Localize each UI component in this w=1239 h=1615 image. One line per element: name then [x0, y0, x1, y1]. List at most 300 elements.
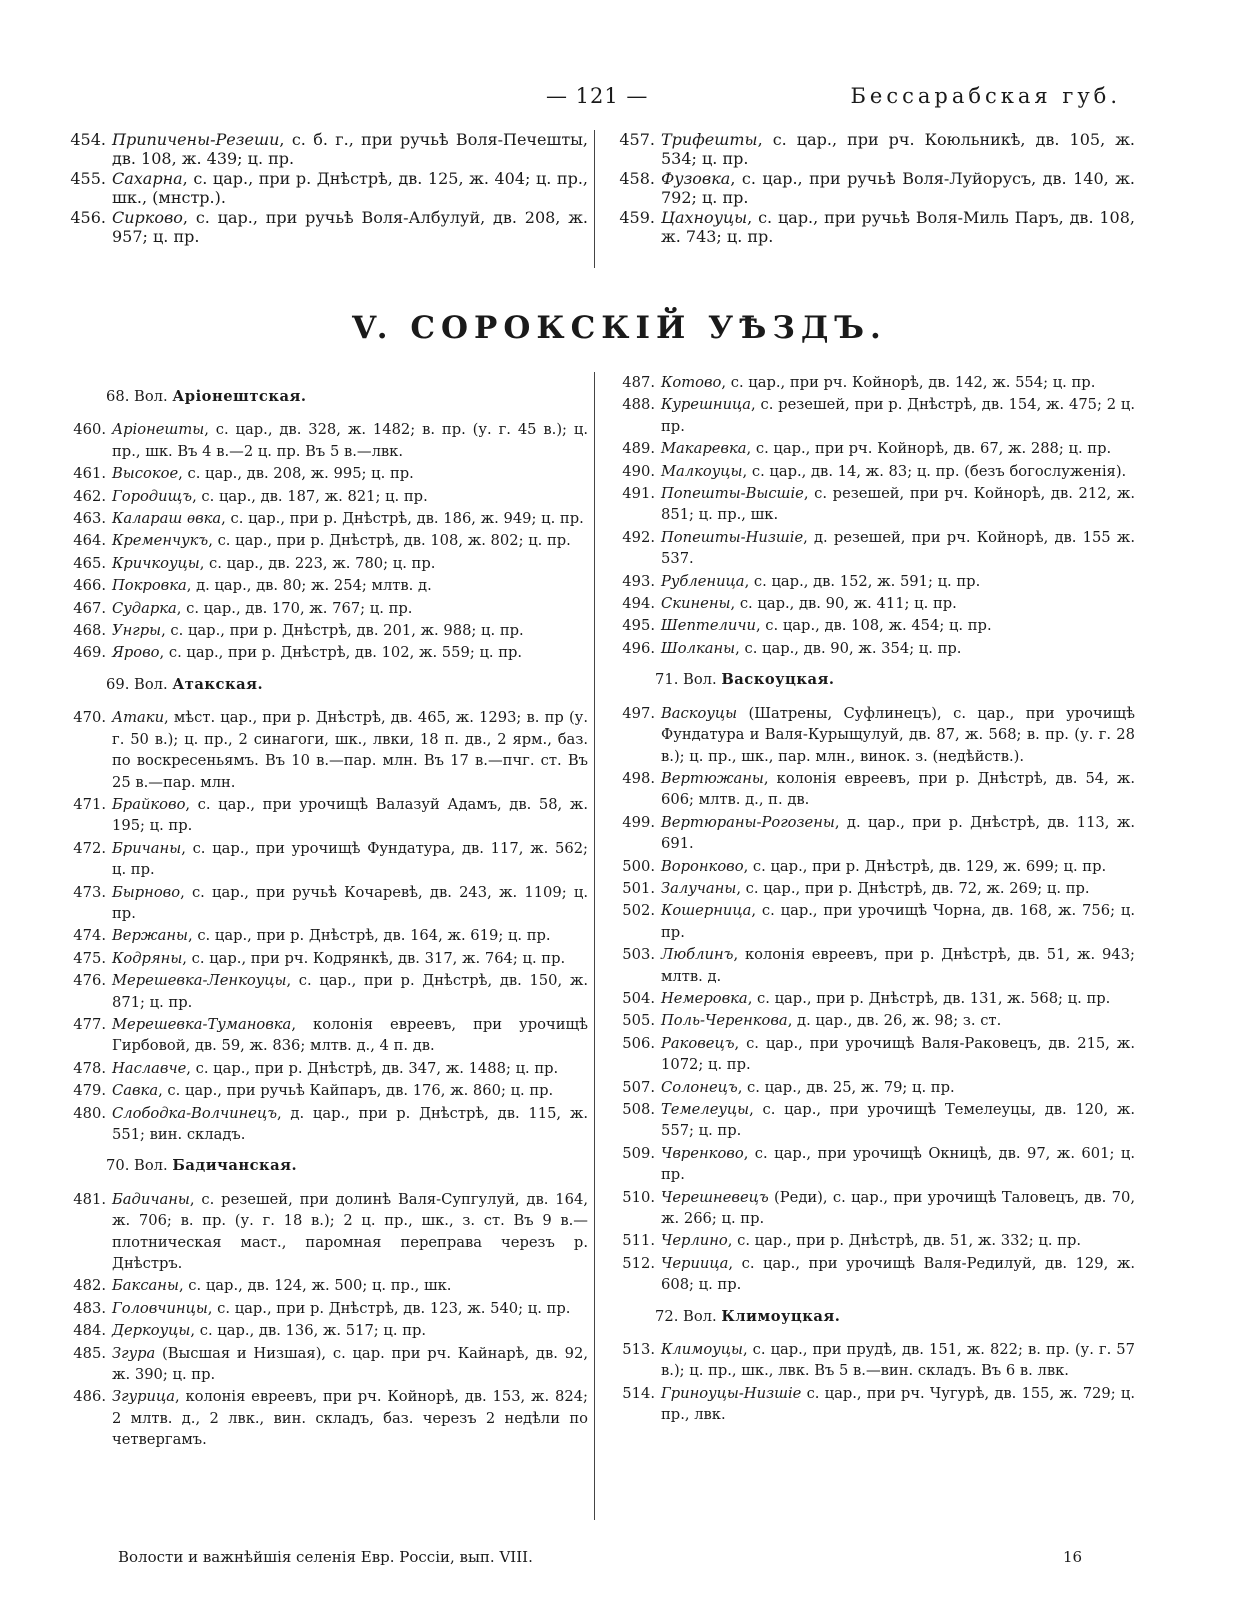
settlement-entry: [62, 1298, 588, 1319]
entry-number: 487.: [622, 374, 655, 391]
settlement-entry: [611, 988, 1135, 1009]
entry-body: [661, 208, 1135, 246]
settlement-entry: [62, 169, 588, 207]
entry-number: 509.: [622, 1144, 655, 1162]
entry-number: 466.: [73, 577, 106, 595]
footer-source: Волости и важнѣйшія селенія Евр. Россіи, вып. VIII.: [118, 1548, 533, 1566]
entry-body: [661, 593, 1135, 614]
entry-body: [661, 1033, 1135, 1076]
settlement-details: , с. цар., дв. 90, ж. 411; ц. пр.: [730, 595, 957, 613]
settlement-details: , с. б. г., при ручьѣ Воля-Печешты, дв. 108, ж. 439; ц. пр.: [112, 130, 588, 168]
settlement-name: Шептеличи: [661, 617, 756, 635]
settlement-entry: [611, 438, 1135, 459]
settlement-details: , с. цар., при р. Днѣстрѣ, дв. 129, ж. 699; ц. пр.: [743, 857, 1107, 875]
volost-heading: [611, 1306, 1135, 1327]
settlement-entry: [611, 944, 1135, 987]
entry-body: [661, 1230, 1135, 1251]
entry-number: 478.: [73, 1059, 106, 1077]
settlement-entry: [611, 878, 1135, 899]
entry-number: 485.: [73, 1344, 106, 1362]
settlement-name: Высокое: [112, 465, 179, 483]
settlement-details: , с. цар., при р. Днѣстрѣ, дв. 125, ж. 404; ц. пр., шк., (мнстр.).: [112, 169, 588, 207]
entry-number: 475.: [73, 949, 106, 967]
settlement-details: , колонія евреевъ, при р. Днѣстрѣ, дв. 54, ж. 606; млтв. д., п. дв.: [661, 769, 1135, 809]
settlement-details: , колонія евреевъ, при р. Днѣстрѣ, дв. 51, ж. 943; млтв. д.: [661, 946, 1135, 985]
settlement-name: Бырново: [112, 883, 181, 901]
volost-name: Атакская.: [172, 675, 264, 693]
settlement-entry: [611, 1253, 1135, 1296]
settlement-entry: [611, 1033, 1135, 1076]
top-left-entries: [62, 130, 588, 270]
settlement-details: , с. цар., при рч. Койнорѣ, дв. 67, ж. 288; ц. пр.: [746, 440, 1112, 458]
entry-body: [661, 988, 1135, 1009]
settlement-details: , с. цар., при рч. Кодрянкѣ, дв. 317, ж. 764; ц. пр.: [182, 949, 566, 967]
settlement-details: , с. цар., при урочищѣ Валя-Раковецъ, дв. 215, ж. 1072; ц. пр.: [661, 1034, 1135, 1074]
settlement-details: , с. цар., при урочищѣ Фундатура, дв. 117, ж. 562; ц. пр.: [112, 839, 588, 879]
settlement-name: Попешты-Высшіе: [661, 485, 804, 503]
settlement-name: Припичены-Резеши: [112, 130, 280, 149]
settlement-name: Васкоуцы: [661, 704, 738, 722]
settlement-entry: [62, 1275, 588, 1296]
settlement-name: Солонецъ: [661, 1078, 738, 1096]
settlement-details: (Шатрены, Суфлинецъ), с. цар., при урочищѣ Фундатура и Валя-Курыщулуй, дв. 87, ж. 568; в. пр. (у. г. 28 в.); ц. пр., шк., пар. млн., винок. з. (недѣйств.).: [661, 704, 1135, 765]
settlement-entry: [62, 882, 588, 925]
settlement-entry: [611, 593, 1135, 614]
settlement-details: , с. цар., дв. 208, ж. 995; ц. пр.: [178, 465, 414, 483]
entry-body: [661, 372, 1135, 393]
settlement-entry: [62, 530, 588, 551]
settlement-entry: [611, 1077, 1135, 1098]
entry-number: 508.: [622, 1101, 655, 1118]
entry-body: [661, 1099, 1135, 1142]
settlement-entry: [611, 768, 1135, 811]
settlement-entry: [611, 571, 1135, 592]
entry-number: 492.: [622, 528, 655, 546]
settlement-entry: [611, 638, 1135, 659]
settlement-name: Черешневецъ: [661, 1188, 769, 1206]
settlement-entry: [62, 620, 588, 641]
settlement-details: , с. цар., дв. 328, ж. 1482; в. пр. (у. г. 45 в.); ц. пр., шк. Въ 4 в.—2 ц. пр. Въ 5 в.—лвк.: [112, 421, 588, 460]
settlement-entry: [62, 794, 588, 837]
settlement-entry: [611, 1339, 1135, 1382]
entry-body: [112, 1275, 588, 1296]
settlement-entry: [611, 900, 1135, 943]
entry-body: [661, 461, 1135, 482]
entry-number: 505.: [622, 1012, 655, 1030]
entry-number: 482.: [73, 1277, 106, 1295]
entry-body: [112, 598, 588, 619]
settlement-name: Сахарна: [112, 169, 183, 188]
entry-body: [112, 419, 588, 462]
volost-name: Климоуцкая.: [721, 1307, 841, 1325]
settlement-name: Бричаны: [112, 839, 182, 857]
volost-number: 70. Вол.: [106, 1157, 168, 1175]
settlement-details: , с. цар., при р. Днѣстрѣ, дв. 131, ж. 568; ц. пр.: [747, 989, 1111, 1007]
entry-body: [112, 553, 588, 574]
settlement-entry: [62, 575, 588, 596]
entry-number: 484.: [73, 1322, 106, 1340]
settlement-name: Люблинъ: [661, 946, 734, 964]
settlement-name: Шолканы: [661, 639, 736, 657]
settlement-entry: [62, 948, 588, 969]
settlement-name: Трифешты: [661, 130, 758, 149]
settlement-details: , с. цар., при р. Днѣстрѣ, дв. 347, ж. 1488; ц. пр.: [186, 1059, 559, 1077]
entry-body: [661, 856, 1135, 877]
entry-body: [112, 1298, 588, 1319]
settlement-details: , с. цар., при урочищѣ Валазуй Адамъ, дв. 58, ж. 195; ц. пр.: [112, 795, 588, 835]
entry-body: [661, 394, 1135, 437]
settlement-entry: [62, 1058, 588, 1079]
entry-body: [661, 900, 1135, 943]
entry-number: 477.: [73, 1015, 106, 1033]
settlement-details: , колонія евреевъ, при урочищѣ Гирбовой, дв. 59, ж. 836; млтв. д., 4 п. дв.: [112, 1015, 588, 1055]
settlement-name: Мерешевка-Тумановка: [112, 1015, 292, 1033]
entry-number: 493.: [622, 572, 655, 590]
settlement-name: Слободка-Волчинецъ: [112, 1104, 278, 1122]
settlement-details: , с. цар., при р. Днѣстрѣ, дв. 123, ж. 540; ц. пр.: [207, 1299, 571, 1317]
settlement-name: Згурица: [112, 1388, 175, 1406]
settlement-entry: [62, 642, 588, 663]
settlement-entry: [62, 508, 588, 529]
settlement-name: Кошерница: [661, 902, 752, 920]
entry-body: [112, 620, 588, 641]
volost-number: 69. Вол.: [106, 675, 168, 693]
entry-number: 513.: [622, 1341, 655, 1359]
settlement-entry: [62, 1386, 588, 1450]
settlement-entry: [611, 1099, 1135, 1142]
volost-name: Бадичанская.: [172, 1157, 298, 1175]
entry-body: [112, 508, 588, 529]
settlement-name: Кременчукъ: [112, 532, 209, 550]
entry-body: [112, 1080, 588, 1101]
settlement-details: , с. цар., при прудѣ, дв. 151, ж. 822; в. пр. (у. г. 57 в.); ц. пр., шк., лвк. Въ 5 в.—вин. складъ. Въ 6 в. лвк.: [661, 1341, 1135, 1380]
entry-body: [661, 812, 1135, 855]
entry-body: [112, 575, 588, 596]
entry-number: 483.: [73, 1299, 106, 1317]
settlement-name: Савка: [112, 1082, 159, 1100]
entry-body: [112, 1386, 588, 1450]
settlement-details: , с. цар., при ручьѣ Воля-Албулуй, дв. 208, ж. 957; ц. пр.: [112, 208, 588, 246]
entry-body: [112, 1320, 588, 1341]
settlement-details: , с. цар., дв. 108, ж. 454; ц. пр.: [755, 617, 992, 635]
settlement-details: , с. резешей, при рч. Койнорѣ, дв. 212, ж. 851; ц. пр., шк.: [661, 485, 1135, 524]
entry-number: 488.: [622, 396, 655, 414]
entry-number: 469.: [73, 644, 106, 662]
settlement-name: Чериица: [661, 1254, 729, 1272]
entry-body: [661, 878, 1135, 899]
entry-number: 504.: [622, 989, 655, 1007]
entry-number: 474.: [73, 927, 106, 945]
settlement-entry: [611, 1187, 1135, 1230]
settlement-entry: [62, 970, 588, 1013]
settlement-details: , с. цар., при р. Днѣстрѣ, дв. 102, ж. 559; ц. пр.: [159, 644, 523, 662]
settlement-name: Гриноуцы-Низшіе: [661, 1384, 802, 1402]
settlement-name: Воронково: [661, 857, 744, 875]
settlement-name: Баксаны: [112, 1277, 179, 1295]
settlement-details: (Реди), с. цар., при урочищѣ Таловецъ, дв. 70, ж. 266; ц. пр.: [661, 1188, 1135, 1228]
settlement-details: , с. цар., дв. 14, ж. 83; ц. пр. (безъ богослуженія).: [742, 462, 1127, 480]
entry-body: [661, 768, 1135, 811]
entry-body: [112, 130, 588, 168]
settlement-name: Макаревка: [661, 440, 747, 458]
settlement-name: Кричкоуцы: [112, 554, 200, 572]
settlement-details: , д. цар., дв. 26, ж. 98; з. ст.: [787, 1012, 1002, 1030]
entry-body: [661, 1339, 1135, 1382]
entry-body: [112, 486, 588, 507]
settlement-details: , с. цар., дв. 124, ж. 500; ц. пр., шк.: [178, 1277, 452, 1295]
settlement-name: Городищъ: [112, 487, 193, 505]
entry-number: 457.: [619, 130, 655, 149]
settlement-name: Курешница: [661, 396, 752, 414]
entry-number: 481.: [73, 1190, 106, 1208]
settlement-name: Ярово: [112, 644, 160, 662]
settlement-entry: [62, 130, 588, 168]
settlement-entry: [611, 1230, 1135, 1251]
settlement-name: Котово: [661, 374, 722, 391]
volost-heading: [62, 674, 588, 695]
settlement-name: Калараш ѳвка: [112, 510, 222, 528]
volost-number: 68. Вол.: [106, 388, 168, 405]
settlement-name: Рубленица: [661, 572, 745, 590]
entry-body: [112, 882, 588, 925]
settlement-entry: [611, 703, 1135, 767]
entry-body: [112, 925, 588, 946]
entry-body: [112, 1103, 588, 1146]
settlement-entry: [611, 812, 1135, 855]
settlement-details: , мѣст. цар., при р. Днѣстрѣ, дв. 465, ж. 1293; в. пр (у. г. 50 в.); ц. пр., 2 синагоги, шк., лвки, 18 п. дв., 2 ярм., баз. по воскресеньямъ. Въ 10 в.—пар. млн. Въ 17 в.—пчг. ст. Въ 25 в.—пар. млн.: [112, 709, 588, 791]
entry-number: 503.: [622, 946, 655, 964]
entry-number: 501.: [622, 879, 655, 897]
entry-number: 489.: [622, 440, 655, 458]
settlement-entry: [611, 169, 1135, 207]
settlement-entry: [611, 372, 1135, 393]
settlement-name: Чвренково: [661, 1144, 744, 1162]
entry-body: [661, 638, 1135, 659]
uezd-heading: V. СОРОКСКІЙ УѢЗДЪ.: [352, 310, 887, 346]
settlement-entry: [62, 1014, 588, 1057]
settlement-details: , с. цар., дв. 25, ж. 79; ц. пр.: [737, 1078, 955, 1096]
entry-body: [112, 642, 588, 663]
entry-number: 497.: [622, 704, 655, 722]
settlement-name: Поль-Черенкова: [661, 1012, 788, 1030]
settlement-name: Унгры: [112, 622, 162, 640]
column-divider-top: [594, 130, 595, 268]
entry-body: [661, 438, 1135, 459]
settlement-entry: [62, 1320, 588, 1341]
entry-number: 459.: [619, 208, 655, 227]
settlement-entry: [62, 553, 588, 574]
volost-heading: [611, 669, 1135, 690]
settlement-entry: [611, 1010, 1135, 1031]
settlement-details: , с. цар., при р. Днѣстрѣ, дв. 150, ж. 871; ц. пр.: [112, 972, 588, 1011]
settlement-name: Наславче: [112, 1059, 187, 1077]
entry-number: 500.: [622, 857, 655, 875]
entry-body: [661, 1143, 1135, 1186]
entry-number: 455.: [70, 169, 106, 188]
entry-body: [112, 1058, 588, 1079]
entry-number: 510.: [622, 1188, 655, 1206]
settlement-details: , д. цар., при р. Днѣстрѣ, дв. 115, ж. 551; вин. складъ.: [112, 1104, 588, 1143]
settlement-name: Малкоуцы: [661, 462, 743, 480]
entry-body: [661, 527, 1135, 570]
volost-name: Аріонештская.: [172, 388, 307, 405]
entry-body: [661, 1187, 1135, 1230]
settlement-name: Аріонешты: [112, 421, 205, 439]
entry-number: 496.: [622, 639, 655, 657]
volost-heading: [62, 1155, 588, 1176]
settlement-name: Черлино: [661, 1232, 728, 1250]
settlement-entry: [62, 1103, 588, 1146]
settlement-entry: [62, 707, 588, 793]
entry-number: 467.: [73, 599, 106, 617]
settlement-entry: [611, 483, 1135, 526]
settlement-details: , д. цар., дв. 80; ж. 254; млтв. д.: [186, 577, 432, 595]
settlement-name: Бадичаны: [112, 1190, 190, 1208]
volost-number: 72. Вол.: [655, 1307, 717, 1325]
settlement-name: Залучаны: [661, 879, 737, 897]
settlement-name: Брайково: [112, 795, 186, 813]
entry-body: [112, 948, 588, 969]
entry-body: [112, 1189, 588, 1275]
entry-body: [661, 703, 1135, 767]
settlement-entry: [62, 208, 588, 246]
entry-body: [661, 944, 1135, 987]
settlement-details: , с. цар., дв. 187, ж. 821; ц. пр.: [192, 487, 428, 505]
entry-number: 472.: [73, 839, 106, 857]
entry-body: [112, 463, 588, 484]
entry-number: 480.: [73, 1104, 106, 1122]
entry-number: 461.: [73, 465, 106, 483]
settlement-details: , с. цар., дв. 223, ж. 780; ц. пр.: [199, 554, 436, 572]
settlement-name: Фузовка: [661, 169, 731, 188]
settlement-details: , с. цар., при р. Днѣстрѣ, дв. 186, ж. 949; ц. пр.: [221, 510, 584, 528]
settlement-entry: [611, 208, 1135, 246]
entry-number: 463.: [73, 510, 106, 528]
entry-number: 490.: [622, 462, 655, 480]
settlement-details: , д. цар., при р. Днѣстрѣ, дв. 113, ж. 691.: [661, 813, 1135, 853]
settlement-name: Сирково: [112, 208, 183, 227]
entry-number: 454.: [70, 130, 106, 149]
settlement-details: , с. цар., дв. 152, ж. 591; ц. пр.: [744, 572, 981, 590]
entry-body: [112, 1014, 588, 1057]
settlement-entry: [611, 856, 1135, 877]
settlement-details: , с. цар., при р. Днѣстрѣ, дв. 201, ж. 988; ц. пр.: [161, 622, 524, 640]
settlement-details: , колонія евреевъ, при рч. Койнорѣ, дв. 153, ж. 824; 2 млтв. д., 2 лвк., вин. складъ, баз. черезъ 2 недѣли по четвергамъ.: [112, 1388, 588, 1449]
settlement-details: , с. цар., при р. Днѣстрѣ, дв. 108, ж. 802; ц. пр.: [208, 532, 571, 550]
entry-number: 473.: [73, 883, 106, 901]
entry-number: 456.: [70, 208, 106, 227]
entry-number: 460.: [73, 421, 106, 439]
right-column: [611, 372, 1135, 1427]
column-divider: [594, 372, 595, 1520]
entry-body: [661, 1077, 1135, 1098]
top-right-entries: [611, 130, 1135, 270]
settlement-details: (Высшая и Низшая), с. цар. при рч. Кайнарѣ, дв. 92, ж. 390; ц. пр.: [112, 1344, 588, 1384]
settlement-name: Атаки: [112, 709, 165, 727]
settlement-details: , с. цар., при р. Днѣстрѣ, дв. 164, ж. 619; ц. пр.: [187, 927, 551, 945]
settlement-details: , с. цар., при рч. Коюльникѣ, дв. 105, ж. 534; ц. пр.: [661, 130, 1135, 168]
settlement-details: , с. резешей, при р. Днѣстрѣ, дв. 154, ж. 475; 2 ц. пр.: [661, 396, 1135, 435]
settlement-details: , с. цар., при ручьѣ Кочаревѣ, дв. 243, ж. 1109; ц. пр.: [112, 883, 588, 922]
settlement-details: , с. цар., при урочищѣ Чорна, дв. 168, ж. 756; ц. пр.: [661, 902, 1135, 941]
settlement-entry: [611, 1383, 1135, 1426]
entry-number: 462.: [73, 487, 106, 505]
left-column: [62, 372, 588, 1452]
settlement-details: , с. цар., при ручьѣ Воля-Миль Паръ, дв. 108, ж. 743; ц. пр.: [661, 208, 1135, 246]
entry-body: [112, 208, 588, 246]
settlement-details: , с. цар., при урочищѣ Валя-Редилуй, дв. 129, ж. 608; ц. пр.: [661, 1254, 1135, 1294]
entry-body: [661, 615, 1135, 636]
settlement-details: , с. цар., дв. 136, ж. 517; ц. пр.: [190, 1322, 427, 1340]
settlement-name: Скинены: [661, 595, 731, 613]
settlement-details: , с. цар., при ручьѣ Воля-Луйорусъ, дв. 140, ж. 792; ц. пр.: [661, 169, 1135, 207]
entry-number: 468.: [73, 622, 106, 640]
settlement-entry: [62, 1080, 588, 1101]
settlement-name: Покровка: [112, 577, 187, 595]
settlement-entry: [611, 394, 1135, 437]
settlement-name: Попешты-Низшіе: [661, 528, 804, 546]
entry-number: 499.: [622, 813, 655, 831]
entry-number: 479.: [73, 1082, 106, 1100]
settlement-entry: [611, 1143, 1135, 1186]
settlement-entry: [611, 527, 1135, 570]
page-number: — 121 —: [546, 84, 649, 108]
settlement-entry: [611, 130, 1135, 168]
entry-number: 458.: [619, 169, 655, 188]
settlement-entry: [62, 1189, 588, 1275]
settlement-entry: [62, 486, 588, 507]
entry-body: [112, 707, 588, 793]
entry-number: 502.: [622, 902, 655, 920]
entry-number: 470.: [73, 709, 106, 727]
settlement-details: , д. резешей, при рч. Койнорѣ, дв. 155 ж. 537.: [661, 528, 1135, 568]
settlement-name: Темелеуцы: [661, 1101, 750, 1118]
entry-body: [661, 483, 1135, 526]
settlement-name: Климоуцы: [661, 1341, 743, 1359]
entry-number: 511.: [622, 1232, 655, 1250]
settlement-entry: [62, 463, 588, 484]
entry-body: [661, 1253, 1135, 1296]
entry-body: [112, 838, 588, 881]
entry-body: [112, 1343, 588, 1386]
settlement-details: , с. цар., дв. 170, ж. 767; ц. пр.: [176, 599, 413, 617]
settlement-entry: [62, 838, 588, 881]
entry-number: 498.: [622, 769, 655, 787]
entry-body: [661, 1010, 1135, 1031]
settlement-details: , с. цар., при урочищѣ Темелеуцы, дв. 120, ж. 557; ц. пр.: [661, 1101, 1135, 1140]
settlement-name: Згура: [112, 1344, 156, 1362]
entry-number: 512.: [622, 1254, 655, 1272]
settlement-name: Сударка: [112, 599, 177, 617]
signature-mark: 16: [1063, 1548, 1083, 1566]
settlement-details: , с. цар., дв. 90, ж. 354; ц. пр.: [735, 639, 962, 657]
volost-name: Васкоуцкая.: [721, 671, 835, 689]
settlement-name: Деркоуцы: [112, 1322, 191, 1340]
settlement-details: с. цар., при рч. Чугурѣ, дв. 155, ж. 729; ц. пр., лвк.: [661, 1384, 1135, 1424]
entry-body: [112, 794, 588, 837]
settlement-name: Вертюжаны: [661, 769, 764, 787]
volost-number: 71. Вол.: [655, 671, 717, 689]
entry-number: 471.: [73, 795, 106, 813]
settlement-name: Немеровка: [661, 989, 748, 1007]
entry-number: 465.: [73, 554, 106, 572]
volost-heading: [62, 386, 588, 407]
settlement-name: Вержаны: [112, 927, 188, 945]
entry-number: 514.: [622, 1384, 655, 1402]
settlement-details: , с. резешей, при долинѣ Валя-Супгулуй, дв. 164, ж. 706; в. пр. (у. г. 18 в.); 2 ц. пр., шк., з. ст. Въ 9 в.—плотническая маст., паромная переправа черезъ р. Днѣстръ.: [112, 1190, 588, 1273]
settlement-details: , с. цар., при р. Днѣстрѣ, дв. 72, ж. 269; ц. пр.: [736, 879, 1090, 897]
entry-number: 486.: [73, 1388, 106, 1406]
